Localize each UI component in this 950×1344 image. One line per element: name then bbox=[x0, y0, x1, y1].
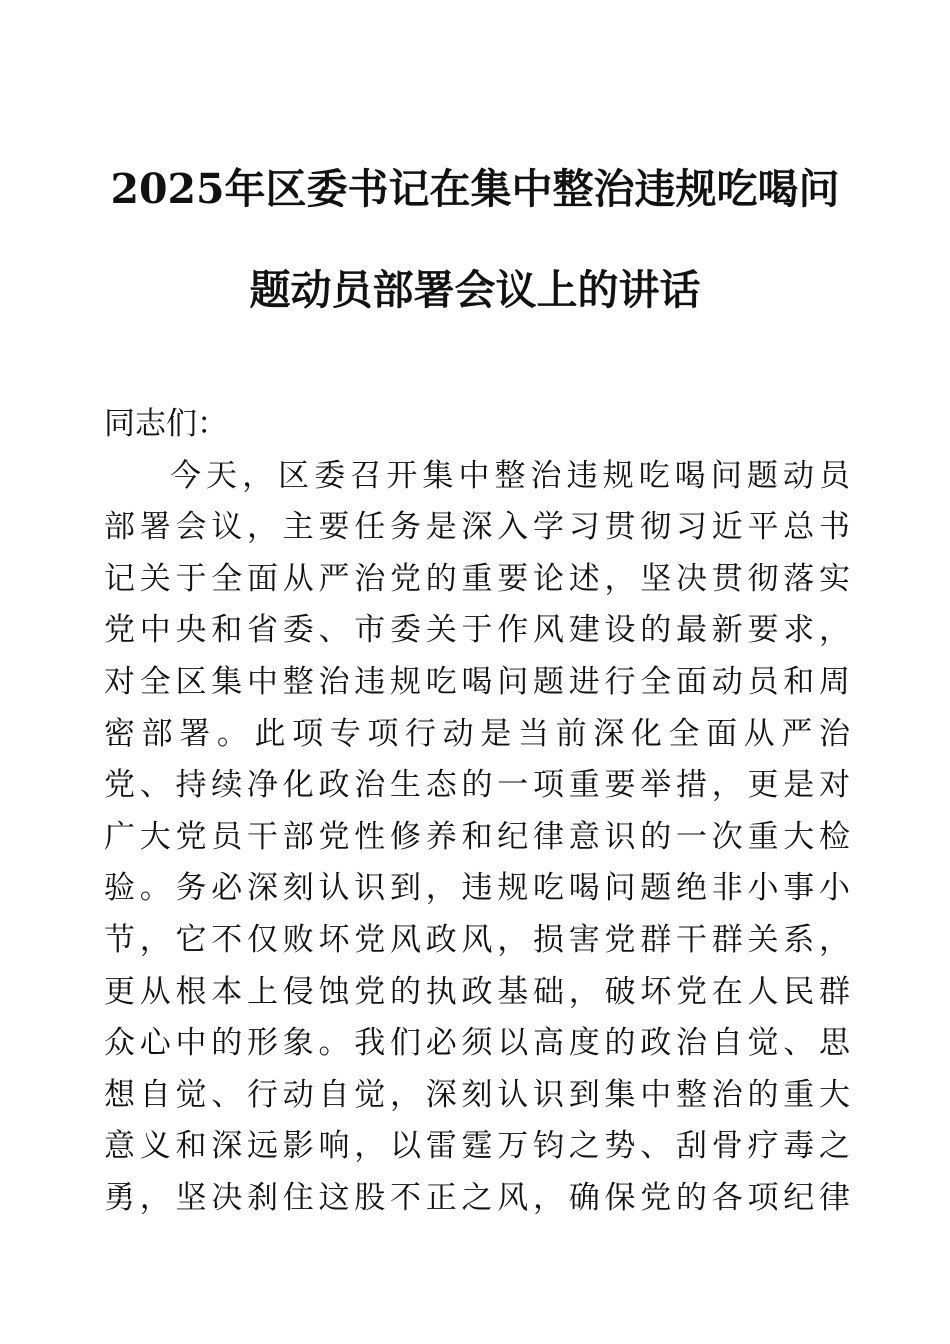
body-line: 党、持续净化政治生态的一项重要举措，更是对 bbox=[104, 767, 850, 804]
body-line: 广大党员干部党性修养和纪律意识的一次重大检 bbox=[104, 818, 850, 855]
body-line: 密部署。此项专项行动是当前深化全面从严治 bbox=[104, 715, 850, 752]
body-line: 众心中的形象。我们必须以高度的政治自觉、思 bbox=[104, 1025, 850, 1062]
document-title-line-1: 2025年区委书记在集中整治违规吃喝问 bbox=[110, 165, 840, 213]
body-line: 部署会议，主要任务是深入学习贯彻习近平总书 bbox=[104, 509, 850, 546]
body-line: 今天，区委召开集中整治违规吃喝问题动员 bbox=[170, 457, 850, 494]
document-body bbox=[104, 399, 864, 1225]
body-line: 验。务必深刻认识到，违规吃喝问题绝非小事小 bbox=[104, 870, 850, 907]
body-line: 节，它不仅败坏党风政风，损害党群干群关系， bbox=[104, 921, 850, 958]
body-line: 勇，坚决刹住这股不正之风，确保党的各项纪律 bbox=[104, 1179, 850, 1216]
body-line: 意义和深远影响，以雷霆万钧之势、刮骨疗毒之 bbox=[104, 1128, 850, 1165]
body-line: 更从根本上侵蚀党的执政基础，破坏党在人民群 bbox=[104, 973, 850, 1010]
greeting: 同志们： bbox=[104, 406, 228, 442]
body-line: 想自觉、行动自觉，深刻认识到集中整治的重大 bbox=[104, 1076, 850, 1113]
document-title-line-2: 题动员部署会议上的讲话 bbox=[249, 266, 701, 314]
body-line: 对全区集中整治违规吃喝问题进行全面动员和周 bbox=[104, 663, 850, 700]
body-line: 党中央和省委、市委关于作风建设的最新要求， bbox=[104, 612, 850, 649]
body-line: 记关于全面从严治党的重要论述，坚决贯彻落实 bbox=[104, 560, 850, 597]
